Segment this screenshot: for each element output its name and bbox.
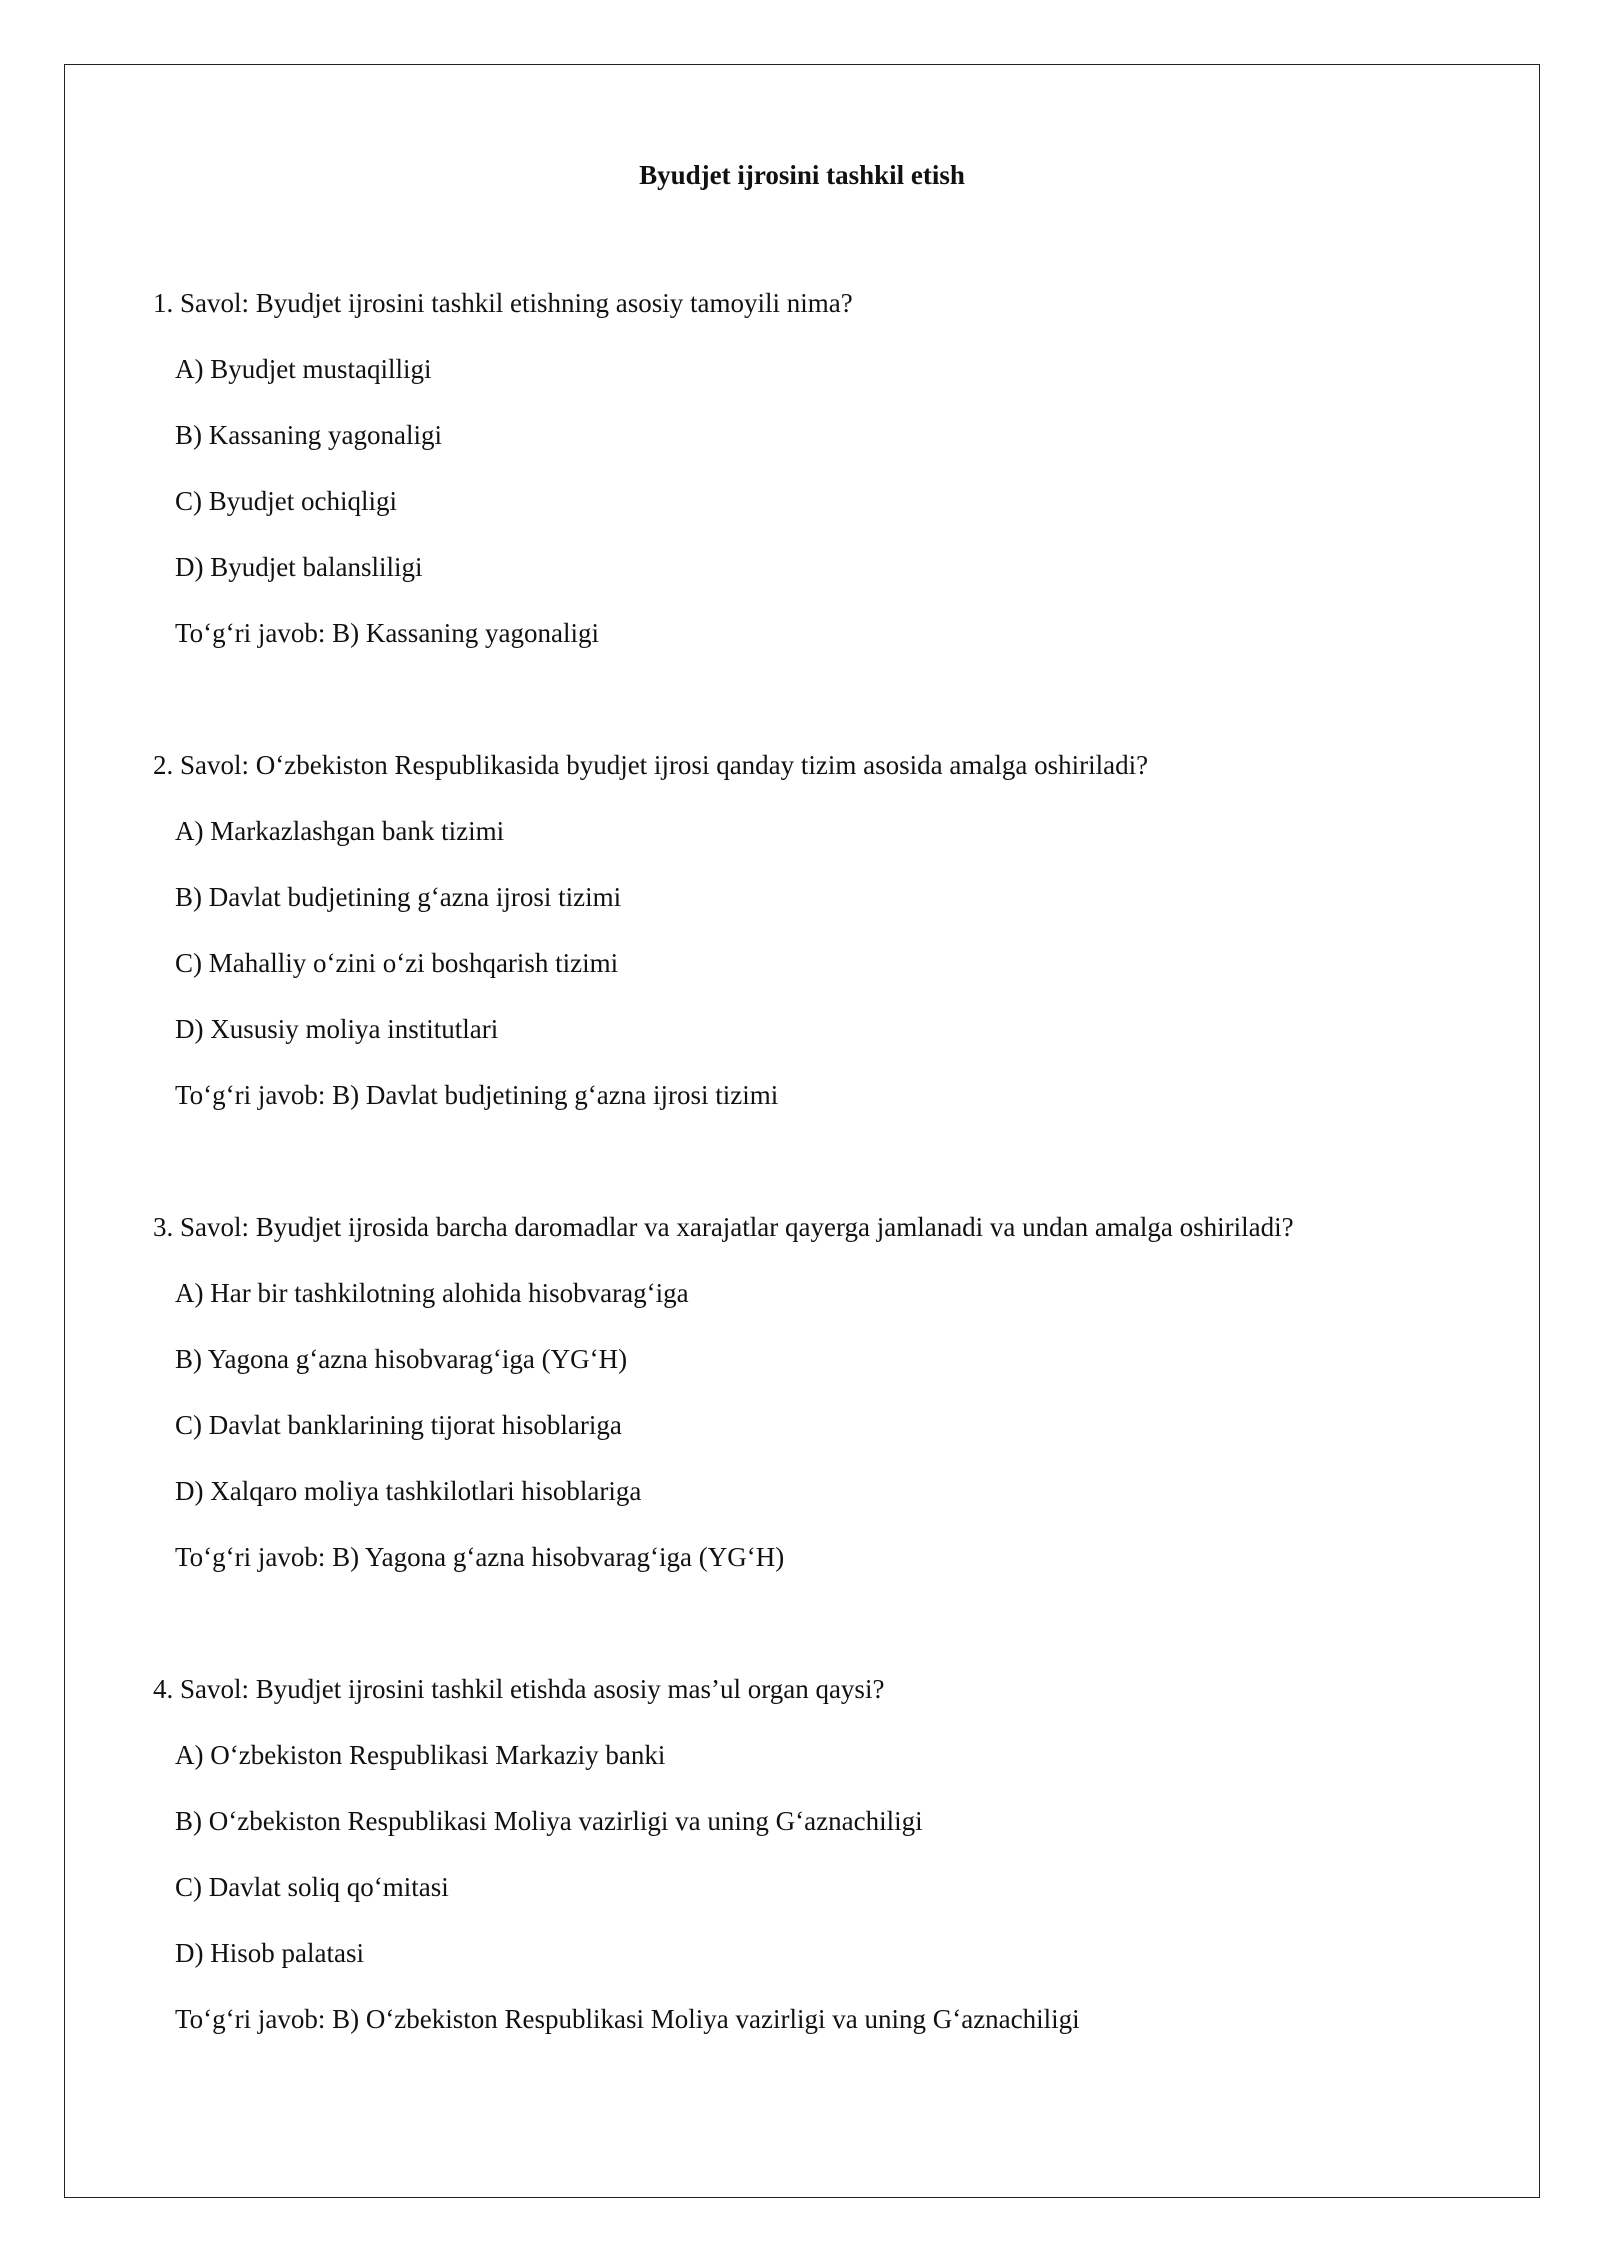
question-text: 4. Savol: Byudjet ijrosini tashkil etishda asosiy mas’ul organ qaysi? <box>153 1674 885 1704</box>
answer-option-b: B) Yagona g‘azna hisobvarag‘iga (YG‘H) <box>175 1344 628 1374</box>
answer-option-a: A) Har bir tashkilotning alohida hisobvarag‘iga <box>175 1278 689 1308</box>
answer-option-d: D) Xususiy moliya institutlari <box>175 1014 499 1044</box>
answer-option-c: C) Davlat banklarining tijorat hisoblariga <box>175 1410 622 1440</box>
correct-answer: To‘g‘ri javob: B) Yagona g‘azna hisobvarag‘iga (YG‘H) <box>175 1542 785 1572</box>
answer-option-b: B) Davlat budjetining g‘azna ijrosi tizimi <box>175 882 622 912</box>
correct-answer: To‘g‘ri javob: B) Davlat budjetining g‘azna ijrosi tizimi <box>175 1080 779 1110</box>
page-frame <box>64 64 1540 2198</box>
answer-option-c: C) Mahalliy o‘zini o‘zi boshqarish tizimi <box>175 948 619 978</box>
correct-answer: To‘g‘ri javob: B) O‘zbekiston Respublikasi Moliya vazirligi va uning G‘aznachiligi <box>175 2004 1080 2034</box>
question-text: 2. Savol: O‘zbekiston Respublikasida byudjet ijrosi qanday tizim asosida amalga oshiriladi? <box>153 750 1149 780</box>
answer-option-a: A) O‘zbekiston Respublikasi Markaziy banki <box>175 1740 666 1770</box>
correct-answer: To‘g‘ri javob: B) Kassaning yagonaligi <box>175 618 600 648</box>
question-block-2 <box>153 745 1513 1115</box>
answer-option-b: B) Kassaning yagonaligi <box>175 420 442 450</box>
answer-option-c: C) Davlat soliq qo‘mitasi <box>175 1872 449 1902</box>
question-text: 3. Savol: Byudjet ijrosida barcha daromadlar va xarajatlar qayerga jamlanadi va undan amalga oshiriladi? <box>153 1212 1294 1242</box>
document-title: Byudjet ijrosini tashkil etish <box>639 160 965 190</box>
question-block-1 <box>153 283 1513 653</box>
question-block-4 <box>153 1669 1513 2039</box>
answer-option-d: D) Xalqaro moliya tashkilotlari hisoblariga <box>175 1476 642 1506</box>
answer-option-d: D) Byudjet balansliligi <box>175 552 423 582</box>
question-text: 1. Savol: Byudjet ijrosini tashkil etishning asosiy tamoyili nima? <box>153 288 853 318</box>
question-block-3 <box>153 1207 1513 1577</box>
answer-option-a: A) Markazlashgan bank tizimi <box>175 816 505 846</box>
answer-option-d: D) Hisob palatasi <box>175 1938 364 1968</box>
answer-option-b: B) O‘zbekiston Respublikasi Moliya vazirligi va uning G‘aznachiligi <box>175 1806 923 1836</box>
answer-option-a: A) Byudjet mustaqilligi <box>175 354 432 384</box>
answer-option-c: C) Byudjet ochiqligi <box>175 486 397 516</box>
